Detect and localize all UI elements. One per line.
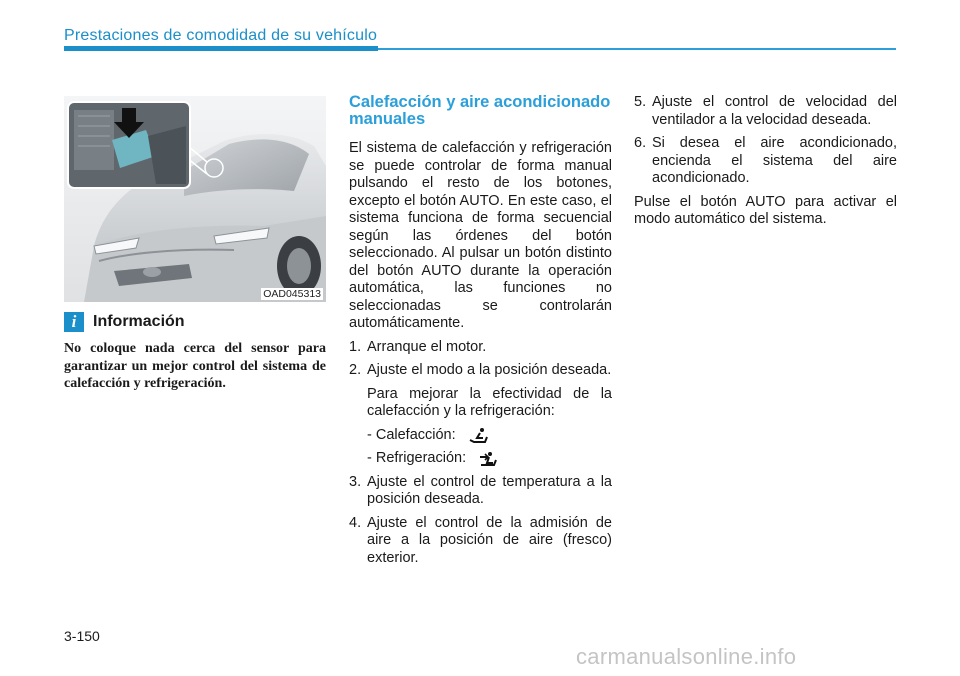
step-text: Ajuste el control de la admisión de aire a la posición de aire (fresco) exterior. [367, 514, 612, 566]
step-6 [634, 135, 897, 188]
step-text: Ajuste el control de temperatura a la posición deseada. [367, 473, 612, 507]
sensor-location-figure [64, 96, 326, 302]
step-text: Ajuste el modo a la posición deseada. [367, 362, 612, 378]
watermark: carmanualsonline.info [576, 644, 797, 669]
step-text: Arranque el motor. [367, 338, 487, 355]
step-number: 2. [349, 362, 362, 378]
step-number: 5. [634, 94, 647, 110]
manual-climate-section [349, 94, 612, 573]
section-intro: El sistema de calefacción y refrigeración se puede controlar de forma manual pulsando el resto de los botones, excepto el botón AUTO. En este caso, el sistema funciona de forma secuencial según las órdenes del botón seleccionado. Al pulsar un botón distinto del botón AUTO durante la operación automática, las funciones no seleccionadas se controlarán automáticamente. [349, 140, 612, 331]
cooling-label: - Refrigeración: [367, 450, 467, 466]
heating-label: - Calefacción: [367, 426, 456, 443]
info-header [64, 312, 185, 332]
section-title: Calefacción y aire acondicionado manuales [349, 93, 611, 128]
header-title: Prestaciones de comodidad de su vehículo [64, 27, 378, 44]
car-illustration [64, 96, 326, 302]
step-number: 1. [349, 338, 362, 355]
floor-vent-icon [468, 427, 488, 443]
manual-climate-section-continued [634, 94, 897, 235]
step-text: Ajuste el control de velocidad del ventilador a la velocidad deseada. [652, 94, 897, 128]
info-icon: i [64, 312, 84, 332]
page-number: 3-150 [64, 628, 100, 644]
step-number: 6. [634, 135, 647, 151]
info-title: Información [93, 313, 185, 330]
cooling-mode-line [349, 450, 612, 468]
step-2 [349, 362, 612, 380]
step-1 [349, 339, 612, 357]
closing-paragraph: Pulse el botón AUTO para activar el modo automático del sistema. [634, 193, 897, 227]
step-4 [349, 515, 612, 568]
step-number: 3. [349, 473, 362, 490]
step-3 [349, 474, 612, 509]
step-text: Si desea el aire acondicionado, encienda el sistema del aire acondicionado. [652, 135, 897, 186]
step-2-note: Para mejorar la efectividad de la calefacción y la refrigeración: [367, 385, 612, 419]
heating-mode-line [349, 427, 612, 445]
header-accent-bar [64, 46, 378, 51]
info-body: No coloque nada cerca del sensor para garantizar un mejor control del sistema de calefacción y refrigeración. [64, 341, 326, 391]
face-vent-icon [478, 451, 498, 467]
step-number: 4. [349, 514, 362, 531]
step-5 [634, 94, 897, 129]
figure-code-label: OAD045313 [263, 288, 321, 300]
